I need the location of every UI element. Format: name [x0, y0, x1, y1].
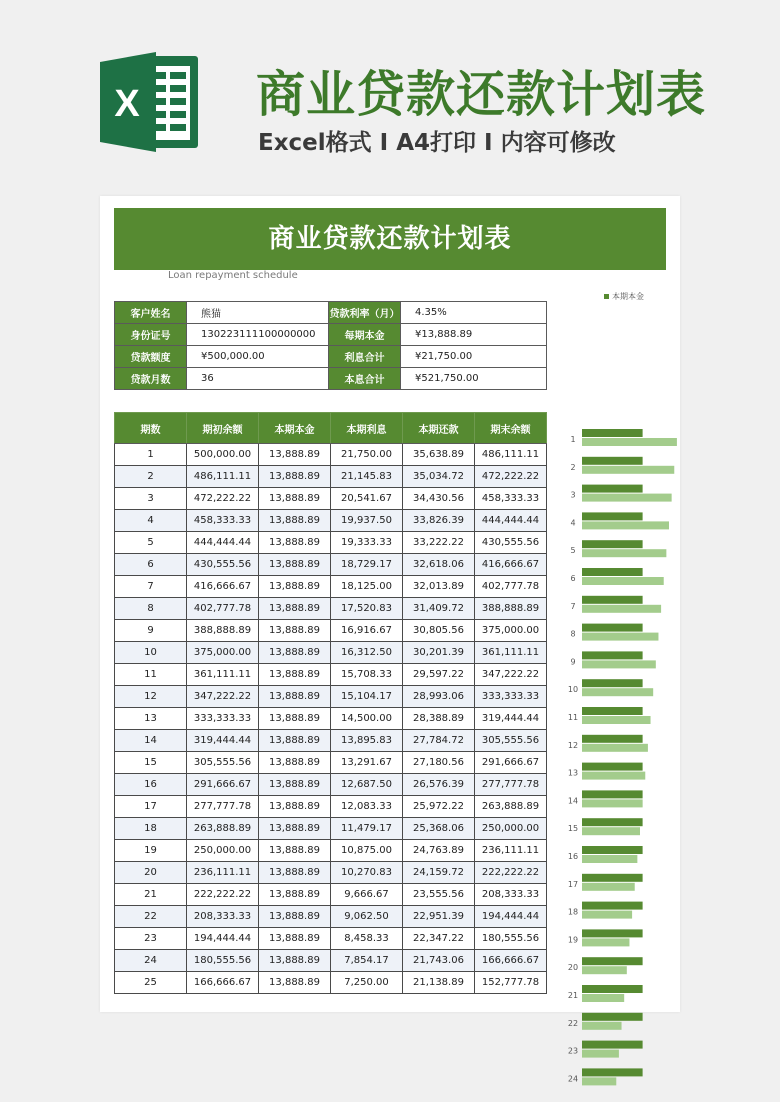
cell-payment[interactable]: 30,805.56: [403, 620, 475, 642]
bar-interest: [582, 799, 643, 807]
cell-closing-balance[interactable]: 388,888.89: [475, 598, 547, 620]
cell-principal[interactable]: 13,888.89: [259, 598, 331, 620]
cell-payment[interactable]: 33,222.22: [403, 532, 475, 554]
cell-opening-balance[interactable]: 222,222.22: [187, 884, 259, 906]
bar-interest: [582, 1077, 616, 1085]
category-label: 15: [567, 824, 579, 834]
cell-principal[interactable]: 13,888.89: [259, 950, 331, 972]
bar-interest: [582, 966, 627, 974]
cell-period[interactable]: 23: [115, 928, 187, 950]
cell-payment[interactable]: 35,034.72: [403, 466, 475, 488]
cell-closing-balance[interactable]: 444,444.44: [475, 510, 547, 532]
category-label: 22: [567, 1018, 579, 1028]
legend-label: 本期本金: [612, 292, 644, 301]
cell-closing-balance[interactable]: 402,777.78: [475, 576, 547, 598]
info-label: 贷款月数: [115, 368, 187, 390]
category-label: 14: [567, 796, 579, 806]
category-label: 19: [567, 935, 579, 945]
bar-principal: [582, 846, 643, 854]
bar-interest: [582, 716, 651, 724]
cell-closing-balance[interactable]: 486,111.11: [475, 444, 547, 466]
bar-principal: [582, 568, 643, 576]
bar-interest: [582, 911, 632, 919]
cell-interest[interactable]: 18,125.00: [331, 576, 403, 598]
cell-principal[interactable]: 13,888.89: [259, 444, 331, 466]
cell-period[interactable]: 15: [115, 752, 187, 774]
info-value[interactable]: 130223111100000000: [187, 324, 329, 346]
cell-interest[interactable]: 21,750.00: [331, 444, 403, 466]
cell-interest[interactable]: 10,875.00: [331, 840, 403, 862]
category-label: 5: [570, 546, 576, 556]
category-label: 20: [567, 963, 579, 973]
cell-closing-balance[interactable]: 152,777.78: [475, 972, 547, 994]
cell-payment[interactable]: 33,826.39: [403, 510, 475, 532]
cell-principal[interactable]: 13,888.89: [259, 818, 331, 840]
bar-interest: [582, 633, 658, 641]
column-header-principal: 本期本金: [259, 413, 331, 444]
bar-interest: [582, 605, 661, 613]
cell-closing-balance[interactable]: 416,666.67: [475, 554, 547, 576]
cell-closing-balance[interactable]: 263,888.89: [475, 796, 547, 818]
cell-interest[interactable]: 14,500.00: [331, 708, 403, 730]
cell-opening-balance[interactable]: 305,555.56: [187, 752, 259, 774]
cell-period[interactable]: 1: [115, 444, 187, 466]
cell-interest[interactable]: 19,333.33: [331, 532, 403, 554]
cell-principal[interactable]: 13,888.89: [259, 466, 331, 488]
cell-payment[interactable]: 32,013.89: [403, 576, 475, 598]
bar-principal: [582, 1068, 643, 1076]
cell-opening-balance[interactable]: 333,333.33: [187, 708, 259, 730]
cell-closing-balance[interactable]: 375,000.00: [475, 620, 547, 642]
banner-title: 商业贷款还款计划表: [256, 66, 707, 123]
bar-interest: [582, 521, 669, 529]
banner-subtitle: Excel格式 I A4打印 I 内容可修改: [258, 130, 616, 156]
info-label: 每期本金: [329, 324, 401, 346]
cell-principal[interactable]: 13,888.89: [259, 488, 331, 510]
bar-principal: [582, 512, 643, 520]
cell-principal[interactable]: 13,888.89: [259, 576, 331, 598]
cell-period[interactable]: 9: [115, 620, 187, 642]
info-value[interactable]: ¥500,000.00: [187, 346, 329, 368]
category-label: 16: [567, 852, 579, 861]
table-row: [115, 664, 547, 686]
info-row: [115, 324, 547, 346]
table-row: [115, 840, 547, 862]
sheet-title: 商业贷款还款计划表: [114, 208, 666, 270]
cell-payment[interactable]: 26,576.39: [403, 774, 475, 796]
table-row: [115, 796, 547, 818]
cell-closing-balance[interactable]: 277,777.78: [475, 774, 547, 796]
column-header-payment: 本期还款: [403, 413, 475, 444]
category-label: 13: [567, 768, 579, 778]
cell-closing-balance[interactable]: 472,222.22: [475, 466, 547, 488]
cell-interest[interactable]: 21,145.83: [331, 466, 403, 488]
bar-principal: [582, 540, 643, 548]
info-row: [115, 346, 547, 368]
info-value[interactable]: 熊猫: [187, 302, 329, 324]
cell-opening-balance[interactable]: 236,111.11: [187, 862, 259, 884]
cell-principal[interactable]: 13,888.89: [259, 928, 331, 950]
bar-principal: [582, 1041, 643, 1049]
column-header-closing-balance: 期末余额: [475, 413, 547, 444]
banner: [0, 0, 780, 190]
category-label: 23: [567, 1046, 579, 1056]
cell-payment[interactable]: 24,159.72: [403, 862, 475, 884]
category-label: 4: [570, 518, 576, 528]
cell-principal[interactable]: 13,888.89: [259, 686, 331, 708]
cell-interest[interactable]: 17,520.83: [331, 598, 403, 620]
cell-closing-balance[interactable]: 333,333.33: [475, 686, 547, 708]
cell-principal[interactable]: 13,888.89: [259, 532, 331, 554]
info-label: 本息合计: [329, 368, 401, 390]
bar-principal: [582, 651, 643, 659]
cell-period[interactable]: 18: [115, 818, 187, 840]
cell-payment[interactable]: 22,951.39: [403, 906, 475, 928]
schedule-body: [115, 444, 547, 994]
category-label: 6: [570, 574, 576, 583]
cell-opening-balance[interactable]: 263,888.89: [187, 818, 259, 840]
cell-closing-balance[interactable]: 194,444.44: [475, 906, 547, 928]
cell-payment[interactable]: 25,972.22: [403, 796, 475, 818]
cell-period[interactable]: 10: [115, 642, 187, 664]
info-value[interactable]: ¥521,750.00: [401, 368, 547, 390]
category-label: 9: [570, 657, 576, 667]
cell-interest[interactable]: 16,916.67: [331, 620, 403, 642]
cell-period[interactable]: 17: [115, 796, 187, 818]
category-label: 17: [567, 879, 579, 889]
cell-period[interactable]: 12: [115, 686, 187, 708]
cell-opening-balance[interactable]: 319,444.44: [187, 730, 259, 752]
bar-interest: [582, 772, 645, 780]
cell-payment[interactable]: 30,201.39: [403, 642, 475, 664]
cell-payment[interactable]: 35,638.89: [403, 444, 475, 466]
cell-period[interactable]: 11: [115, 664, 187, 686]
cell-principal[interactable]: 13,888.89: [259, 642, 331, 664]
cell-closing-balance[interactable]: 250,000.00: [475, 818, 547, 840]
cell-payment[interactable]: 32,618.06: [403, 554, 475, 576]
bar-principal: [582, 818, 643, 826]
cell-interest[interactable]: 15,708.33: [331, 664, 403, 686]
info-label: 贷款额度: [115, 346, 187, 368]
cell-interest[interactable]: 9,666.67: [331, 884, 403, 906]
cell-period[interactable]: 24: [115, 950, 187, 972]
info-label: 客户姓名: [115, 302, 187, 324]
bar-principal: [582, 624, 643, 632]
cell-payment[interactable]: 28,388.89: [403, 708, 475, 730]
cell-opening-balance[interactable]: 361,111.11: [187, 664, 259, 686]
bar-principal: [582, 985, 643, 993]
bar-interest: [582, 466, 674, 474]
cell-interest[interactable]: 8,458.33: [331, 928, 403, 950]
table-row: [115, 774, 547, 796]
sheet-subtitle: Loan repayment schedule: [168, 270, 298, 281]
cell-payment[interactable]: 25,368.06: [403, 818, 475, 840]
bar-principal: [582, 902, 643, 910]
cell-interest[interactable]: 18,729.17: [331, 554, 403, 576]
table-row: [115, 906, 547, 928]
category-label: 18: [567, 907, 579, 917]
cell-closing-balance[interactable]: 236,111.11: [475, 840, 547, 862]
cell-principal[interactable]: 13,888.89: [259, 862, 331, 884]
table-row: [115, 642, 547, 664]
table-row: [115, 444, 547, 466]
cell-period[interactable]: 3: [115, 488, 187, 510]
table-row: [115, 972, 547, 994]
bar-principal: [582, 429, 643, 437]
bar-principal: [582, 874, 643, 882]
cell-principal[interactable]: 13,888.89: [259, 620, 331, 642]
table-row: [115, 730, 547, 752]
bar-interest: [582, 883, 635, 891]
cell-opening-balance[interactable]: 500,000.00: [187, 444, 259, 466]
info-value[interactable]: ¥13,888.89: [401, 324, 547, 346]
table-row: [115, 554, 547, 576]
cell-period[interactable]: 2: [115, 466, 187, 488]
table-row: [115, 950, 547, 972]
table-row: [115, 488, 547, 510]
cell-payment[interactable]: 27,180.56: [403, 752, 475, 774]
category-label: 21: [567, 991, 579, 1000]
category-label: 3: [570, 490, 576, 500]
cell-opening-balance[interactable]: 486,111.11: [187, 466, 259, 488]
info-row: [115, 368, 547, 390]
table-row: [115, 752, 547, 774]
bar-interest: [582, 438, 677, 446]
table-row: [115, 928, 547, 950]
cell-payment[interactable]: 29,597.22: [403, 664, 475, 686]
cell-period[interactable]: 6: [115, 554, 187, 576]
category-label: 10: [567, 685, 579, 695]
bar-interest: [582, 744, 648, 752]
cell-opening-balance[interactable]: 166,666.67: [187, 972, 259, 994]
cell-closing-balance[interactable]: 361,111.11: [475, 642, 547, 664]
info-row: [115, 302, 547, 324]
cell-payment[interactable]: 22,347.22: [403, 928, 475, 950]
table-row: [115, 862, 547, 884]
category-label: 24: [567, 1074, 579, 1084]
bar-principal: [582, 1013, 643, 1021]
cell-interest[interactable]: 20,541.67: [331, 488, 403, 510]
legend-swatch: [604, 294, 609, 299]
cell-closing-balance[interactable]: 208,333.33: [475, 884, 547, 906]
bar-interest: [582, 1022, 622, 1030]
info-value[interactable]: 4.35%: [401, 302, 547, 324]
cell-interest[interactable]: 7,854.17: [331, 950, 403, 972]
cell-payment[interactable]: 34,430.56: [403, 488, 475, 510]
info-value[interactable]: 36: [187, 368, 329, 390]
cell-closing-balance[interactable]: 347,222.22: [475, 664, 547, 686]
cell-principal[interactable]: 13,888.89: [259, 554, 331, 576]
cell-closing-balance[interactable]: 305,555.56: [475, 730, 547, 752]
cell-closing-balance[interactable]: 430,555.56: [475, 532, 547, 554]
cell-closing-balance[interactable]: 166,666.67: [475, 950, 547, 972]
table-row: [115, 884, 547, 906]
info-label: 利息合计: [329, 346, 401, 368]
cell-payment[interactable]: 23,555.56: [403, 884, 475, 906]
cell-opening-balance[interactable]: 277,777.78: [187, 796, 259, 818]
cell-payment[interactable]: 24,763.89: [403, 840, 475, 862]
cell-principal[interactable]: 13,888.89: [259, 510, 331, 532]
bar-principal: [582, 679, 643, 687]
cell-opening-balance[interactable]: 458,333.33: [187, 510, 259, 532]
cell-opening-balance[interactable]: 388,888.89: [187, 620, 259, 642]
bar-principal: [582, 707, 643, 715]
cell-principal[interactable]: 13,888.89: [259, 730, 331, 752]
excel-logo-letter: X: [114, 83, 140, 125]
cell-opening-balance[interactable]: 472,222.22: [187, 488, 259, 510]
cell-closing-balance[interactable]: 222,222.22: [475, 862, 547, 884]
cell-interest[interactable]: 15,104.17: [331, 686, 403, 708]
info-label: 身份证号: [115, 324, 187, 346]
bar-principal: [582, 929, 643, 937]
table-row: [115, 576, 547, 598]
category-label: 2: [570, 462, 576, 472]
cell-period[interactable]: 21: [115, 884, 187, 906]
cell-interest[interactable]: 19,937.50: [331, 510, 403, 532]
table-row: [115, 598, 547, 620]
cell-opening-balance[interactable]: 402,777.78: [187, 598, 259, 620]
schedule-header-row: [115, 413, 547, 444]
table-row: [115, 708, 547, 730]
cell-principal[interactable]: 13,888.89: [259, 840, 331, 862]
cell-closing-balance[interactable]: 319,444.44: [475, 708, 547, 730]
info-value[interactable]: ¥21,750.00: [401, 346, 547, 368]
table-row: [115, 620, 547, 642]
table-row: [115, 818, 547, 840]
cell-opening-balance[interactable]: 444,444.44: [187, 532, 259, 554]
cell-opening-balance[interactable]: 250,000.00: [187, 840, 259, 862]
cell-principal[interactable]: 13,888.89: [259, 752, 331, 774]
cell-interest[interactable]: 12,083.33: [331, 796, 403, 818]
cell-interest[interactable]: 11,479.17: [331, 818, 403, 840]
cell-payment[interactable]: 27,784.72: [403, 730, 475, 752]
cell-payment[interactable]: 21,743.06: [403, 950, 475, 972]
repayment-schedule-table: [114, 412, 547, 994]
bar-interest: [582, 1050, 619, 1058]
cell-payment[interactable]: 28,993.06: [403, 686, 475, 708]
bar-interest: [582, 688, 653, 696]
bar-interest: [582, 549, 666, 557]
bar-interest: [582, 994, 624, 1002]
bar-interest: [582, 660, 656, 668]
cell-period[interactable]: 13: [115, 708, 187, 730]
principal-interest-chart: [560, 286, 680, 1084]
cell-period[interactable]: 25: [115, 972, 187, 994]
bar-principal: [582, 957, 643, 965]
cell-period[interactable]: 20: [115, 862, 187, 884]
cell-interest[interactable]: 13,291.67: [331, 752, 403, 774]
cell-period[interactable]: 7: [115, 576, 187, 598]
table-row: [115, 532, 547, 554]
cell-period[interactable]: 4: [115, 510, 187, 532]
column-header-opening-balance: 期初余额: [187, 413, 259, 444]
cell-payment[interactable]: 21,138.89: [403, 972, 475, 994]
cell-interest[interactable]: 10,270.83: [331, 862, 403, 884]
category-label: 8: [570, 629, 576, 639]
column-header-interest: 本期利息: [331, 413, 403, 444]
cell-period[interactable]: 14: [115, 730, 187, 752]
cell-period[interactable]: 22: [115, 906, 187, 928]
bar-principal: [582, 596, 643, 604]
spreadsheet-page: [100, 196, 680, 1084]
cell-opening-balance[interactable]: 416,666.67: [187, 576, 259, 598]
chart-canvas: [560, 286, 680, 1084]
category-label: 1: [570, 435, 576, 444]
cell-period[interactable]: 19: [115, 840, 187, 862]
cell-period[interactable]: 8: [115, 598, 187, 620]
cell-interest[interactable]: 13,895.83: [331, 730, 403, 752]
customer-info-table: [114, 301, 547, 390]
table-row: [115, 510, 547, 532]
table-row: [115, 686, 547, 708]
bar-principal: [582, 790, 643, 798]
cell-opening-balance[interactable]: 375,000.00: [187, 642, 259, 664]
bar-principal: [582, 485, 643, 493]
bar-interest: [582, 494, 672, 502]
table-row: [115, 466, 547, 488]
category-label: 7: [570, 601, 576, 611]
cell-principal[interactable]: 13,888.89: [259, 774, 331, 796]
column-header-period: 期数: [115, 413, 187, 444]
cell-opening-balance[interactable]: 430,555.56: [187, 554, 259, 576]
cell-opening-balance[interactable]: 180,555.56: [187, 950, 259, 972]
bar-principal: [582, 763, 643, 771]
bar-interest: [582, 855, 637, 863]
bar-interest: [582, 938, 629, 946]
cell-closing-balance[interactable]: 291,666.67: [475, 752, 547, 774]
cell-principal[interactable]: 13,888.89: [259, 708, 331, 730]
cell-period[interactable]: 16: [115, 774, 187, 796]
cell-opening-balance[interactable]: 194,444.44: [187, 928, 259, 950]
cell-closing-balance[interactable]: 458,333.33: [475, 488, 547, 510]
cell-principal[interactable]: 13,888.89: [259, 884, 331, 906]
bar-interest: [582, 827, 640, 835]
cell-principal[interactable]: 13,888.89: [259, 796, 331, 818]
cell-closing-balance[interactable]: 180,555.56: [475, 928, 547, 950]
cell-principal[interactable]: 13,888.89: [259, 664, 331, 686]
cell-interest[interactable]: 7,250.00: [331, 972, 403, 994]
info-label: 贷款利率（月）: [329, 302, 401, 324]
category-label: 12: [567, 740, 579, 750]
cell-interest[interactable]: 16,312.50: [331, 642, 403, 664]
cell-interest[interactable]: 12,687.50: [331, 774, 403, 796]
excel-icon: [100, 52, 200, 152]
cell-opening-balance[interactable]: 208,333.33: [187, 906, 259, 928]
cell-period[interactable]: 5: [115, 532, 187, 554]
cell-interest[interactable]: 9,062.50: [331, 906, 403, 928]
cell-opening-balance[interactable]: 291,666.67: [187, 774, 259, 796]
bar-principal: [582, 735, 643, 743]
cell-principal[interactable]: 13,888.89: [259, 972, 331, 994]
cell-principal[interactable]: 13,888.89: [259, 906, 331, 928]
cell-payment[interactable]: 31,409.72: [403, 598, 475, 620]
category-label: 11: [567, 713, 579, 722]
bar-principal: [582, 457, 643, 465]
cell-opening-balance[interactable]: 347,222.22: [187, 686, 259, 708]
bar-interest: [582, 577, 664, 585]
